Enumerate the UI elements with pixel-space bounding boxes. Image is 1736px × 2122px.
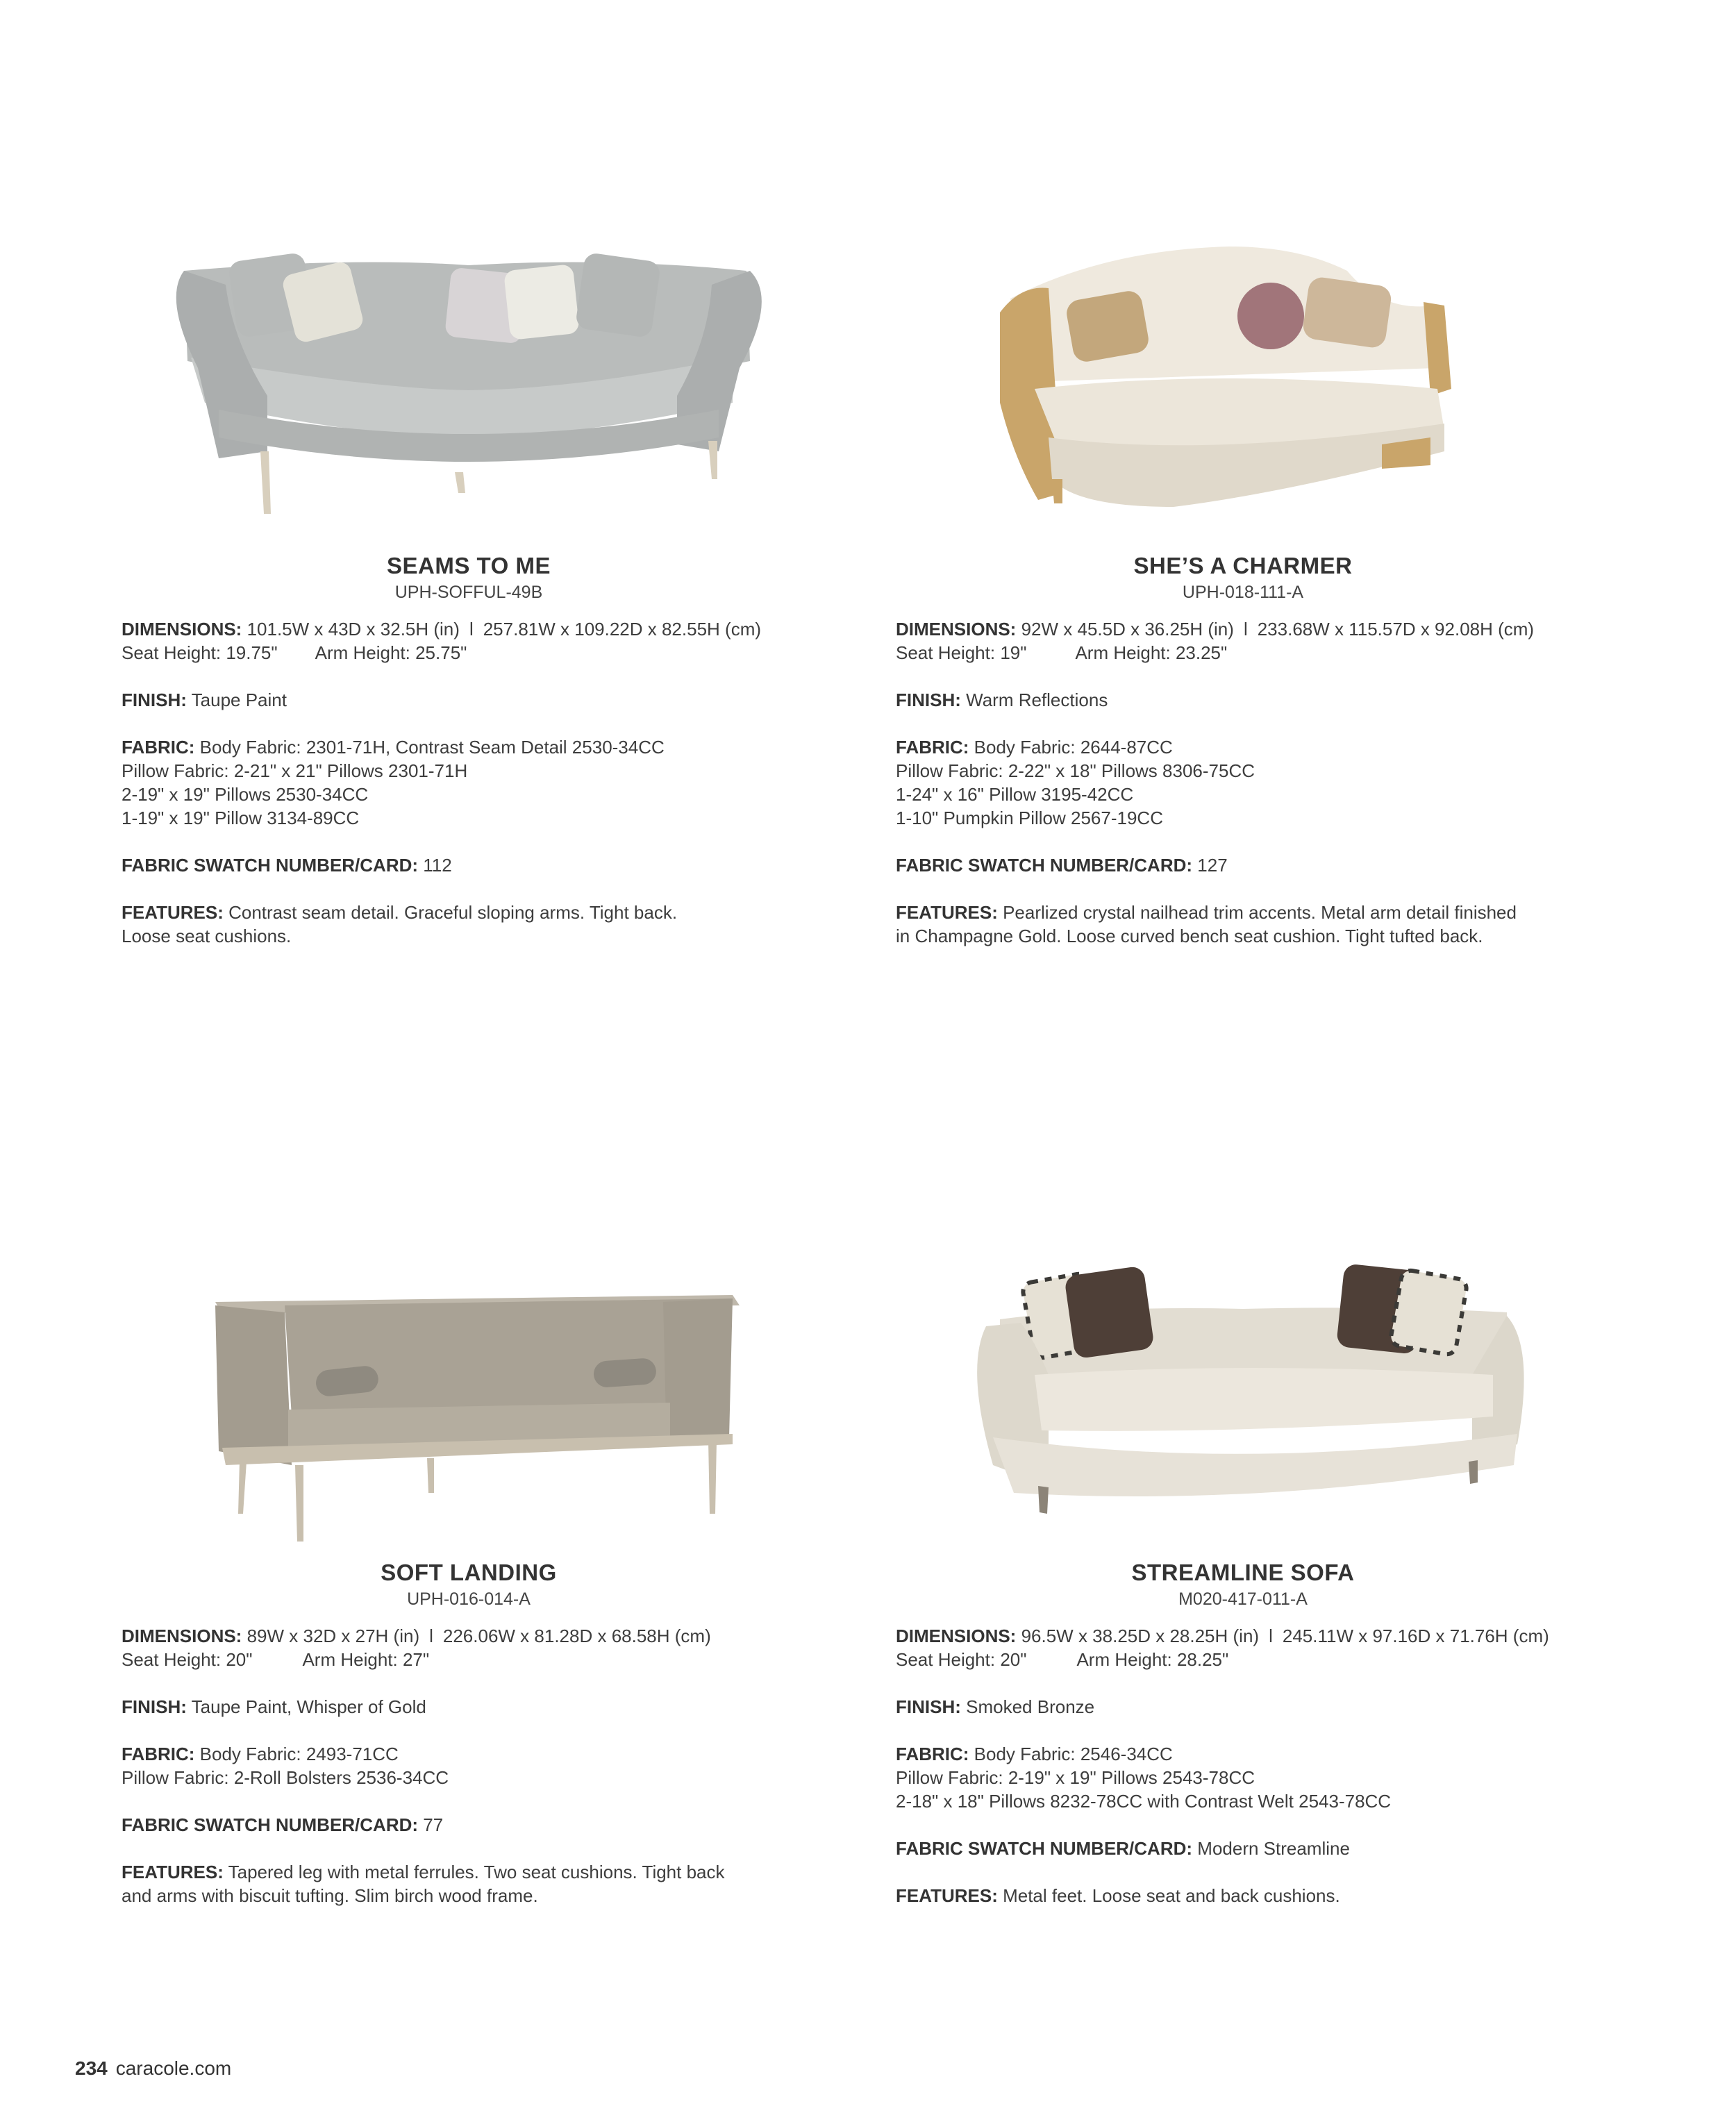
fabric-block: FABRIC: Body Fabric: 2546-34CC Pillow Fabric: 2-19" x 19" Pillows 2543-78CC 2-18" x 18" Pillows 8232-78CC with Contrast Welt 2543-78CC — [896, 1744, 1392, 1812]
fabric-block: FABRIC: Body Fabric: 2301-71H, Contrast Seam Detail 2530-34CC Pillow Fabric: 2-21" x 21" Pillows 2301-71H 2-19" x 19" Pillows 2530-34CC 1-19" x 19" Pillow 3134-89CC — [122, 737, 665, 828]
product-image-shes-a-charmer — [896, 229, 1590, 542]
product-sku: UPH-018-111-A — [1182, 583, 1304, 602]
finish-block: FINISH: Warm Reflections — [896, 690, 1108, 710]
product-card-streamline-sofa — [896, 1236, 1590, 1931]
swatch-value: Modern Streamline — [1197, 1838, 1350, 1859]
finish-value: Warm Reflections — [966, 690, 1108, 710]
product-specs — [122, 617, 816, 948]
dimensions-block: DIMENSIONS: 101.5W x 43D x 32.5H (in) l 257.81W x 109.22D x 82.55H (cm) Seat Height: 19.75" Arm Height: 25.75" — [122, 619, 762, 663]
swatch-block: FABRIC SWATCH NUMBER/CARD: 112 — [122, 855, 452, 876]
swatch-value: 77 — [423, 1814, 444, 1835]
arm-height: Arm Height: 28.25" — [1076, 1649, 1229, 1670]
product-card-shes-a-charmer — [896, 229, 1590, 971]
features-block: FEATURES: Pearlized crystal nailhead trim accents. Metal arm detail finished in Champagne Gold. Loose curved bench seat cushion. Tight tufted back. — [896, 902, 1517, 946]
product-title: SOFT LANDING — [381, 1560, 557, 1585]
dimensions-in: 92W x 45.5D x 36.25H (in) — [1021, 619, 1234, 640]
product-sku: M020-417-011-A — [1178, 1589, 1308, 1609]
swatch-value: 127 — [1197, 855, 1228, 876]
dimensions-in: 96.5W x 38.25D x 28.25H (in) — [1021, 1626, 1260, 1646]
dimensions-cm: 257.81W x 109.22D x 82.55H (cm) — [483, 619, 762, 640]
features-block: FEATURES: Tapered leg with metal ferrules. Two seat cushions. Tight back and arms with biscuit tufting. Slim birch wood frame. — [122, 1862, 725, 1906]
website-link[interactable]: caracole.com — [115, 2057, 232, 2079]
product-image-soft-landing — [122, 1236, 816, 1548]
finish-block: FINISH: Taupe Paint, Whisper of Gold — [122, 1696, 426, 1717]
arm-height: Arm Height: 23.25" — [1075, 642, 1228, 663]
arm-height: Arm Height: 25.75" — [315, 642, 467, 663]
finish-block: FINISH: Smoked Bronze — [896, 1696, 1095, 1717]
dimensions-cm: 245.11W x 97.16D x 71.76H (cm) — [1282, 1626, 1549, 1646]
swatch-value: 112 — [423, 855, 452, 876]
dimensions-in: 89W x 32D x 27H (in) — [247, 1626, 420, 1646]
page-number: 234 — [75, 2057, 108, 2079]
page-footer — [75, 2057, 231, 2080]
dimensions-block: DIMENSIONS: 92W x 45.5D x 36.25H (in) l 233.68W x 115.57D x 92.08H (cm) Seat Height: 19" Arm Height: 23.25" — [896, 619, 1535, 663]
dimensions-cm: 233.68W x 115.57D x 92.08H (cm) — [1257, 619, 1535, 640]
fabric-block: FABRIC: Body Fabric: 2644-87CC Pillow Fabric: 2-22" x 18" Pillows 8306-75CC 1-24" x 16" Pillow 3195-42CC 1-10" Pumpkin Pillow 2567-19CC — [896, 737, 1255, 828]
finish-value: Taupe Paint — [191, 690, 287, 710]
product-title: STREAMLINE SOFA — [1131, 1560, 1355, 1585]
product-sku: UPH-016-014-A — [407, 1589, 531, 1609]
product-sku: UPH-SOFFUL-49B — [394, 583, 543, 602]
seat-height: Seat Height: 20" — [896, 1649, 1027, 1670]
dimensions-cm: 226.06W x 81.28D x 68.58H (cm) — [442, 1626, 711, 1646]
product-title: SHE’S A CHARMER — [1133, 553, 1353, 578]
product-specs — [896, 1624, 1590, 1907]
finish-value: Taupe Paint, Whisper of Gold — [191, 1696, 426, 1717]
product-title: SEAMS TO ME — [387, 553, 551, 578]
sofa-photo — [122, 1236, 816, 1548]
fabric-block: FABRIC: Body Fabric: 2493-71CC Pillow Fabric: 2-Roll Bolsters 2536-34CC — [122, 1744, 449, 1788]
product-specs — [122, 1624, 816, 1907]
product-image-streamline-sofa — [896, 1236, 1590, 1548]
product-card-seams-to-me — [122, 229, 816, 971]
seat-height: Seat Height: 20" — [122, 1649, 253, 1670]
product-image-seams-to-me — [122, 229, 816, 542]
seat-height: Seat Height: 19.75" — [122, 642, 278, 663]
finish-block: FINISH: Taupe Paint — [122, 690, 287, 710]
finish-value: Smoked Bronze — [966, 1696, 1095, 1717]
sofa-photo — [896, 229, 1590, 542]
product-card-soft-landing — [122, 1236, 816, 1931]
arm-height: Arm Height: 27" — [302, 1649, 430, 1670]
swatch-block: FABRIC SWATCH NUMBER/CARD: 77 — [122, 1814, 444, 1835]
dimensions-block: DIMENSIONS: 96.5W x 38.25D x 28.25H (in) l 245.11W x 97.16D x 71.76H (cm) Seat Height: 20" Arm Height: 28.25" — [896, 1626, 1549, 1670]
sofa-photo — [122, 229, 816, 542]
swatch-block: FABRIC SWATCH NUMBER/CARD: 127 — [896, 855, 1228, 876]
dimensions-block: DIMENSIONS: 89W x 32D x 27H (in) l 226.06W x 81.28D x 68.58H (cm) Seat Height: 20" Arm Height: 27" — [122, 1626, 711, 1670]
swatch-block: FABRIC SWATCH NUMBER/CARD: Modern Streamline — [896, 1838, 1350, 1859]
features-block: FEATURES: Metal feet. Loose seat and back cushions. — [896, 1885, 1340, 1906]
seat-height: Seat Height: 19" — [896, 642, 1027, 663]
product-specs — [896, 617, 1590, 948]
sofa-photo — [896, 1236, 1590, 1548]
dimensions-in: 101.5W x 43D x 32.5H (in) — [247, 619, 460, 640]
features-block: FEATURES: Contrast seam detail. Graceful sloping arms. Tight back. Loose seat cushions. — [122, 902, 678, 946]
